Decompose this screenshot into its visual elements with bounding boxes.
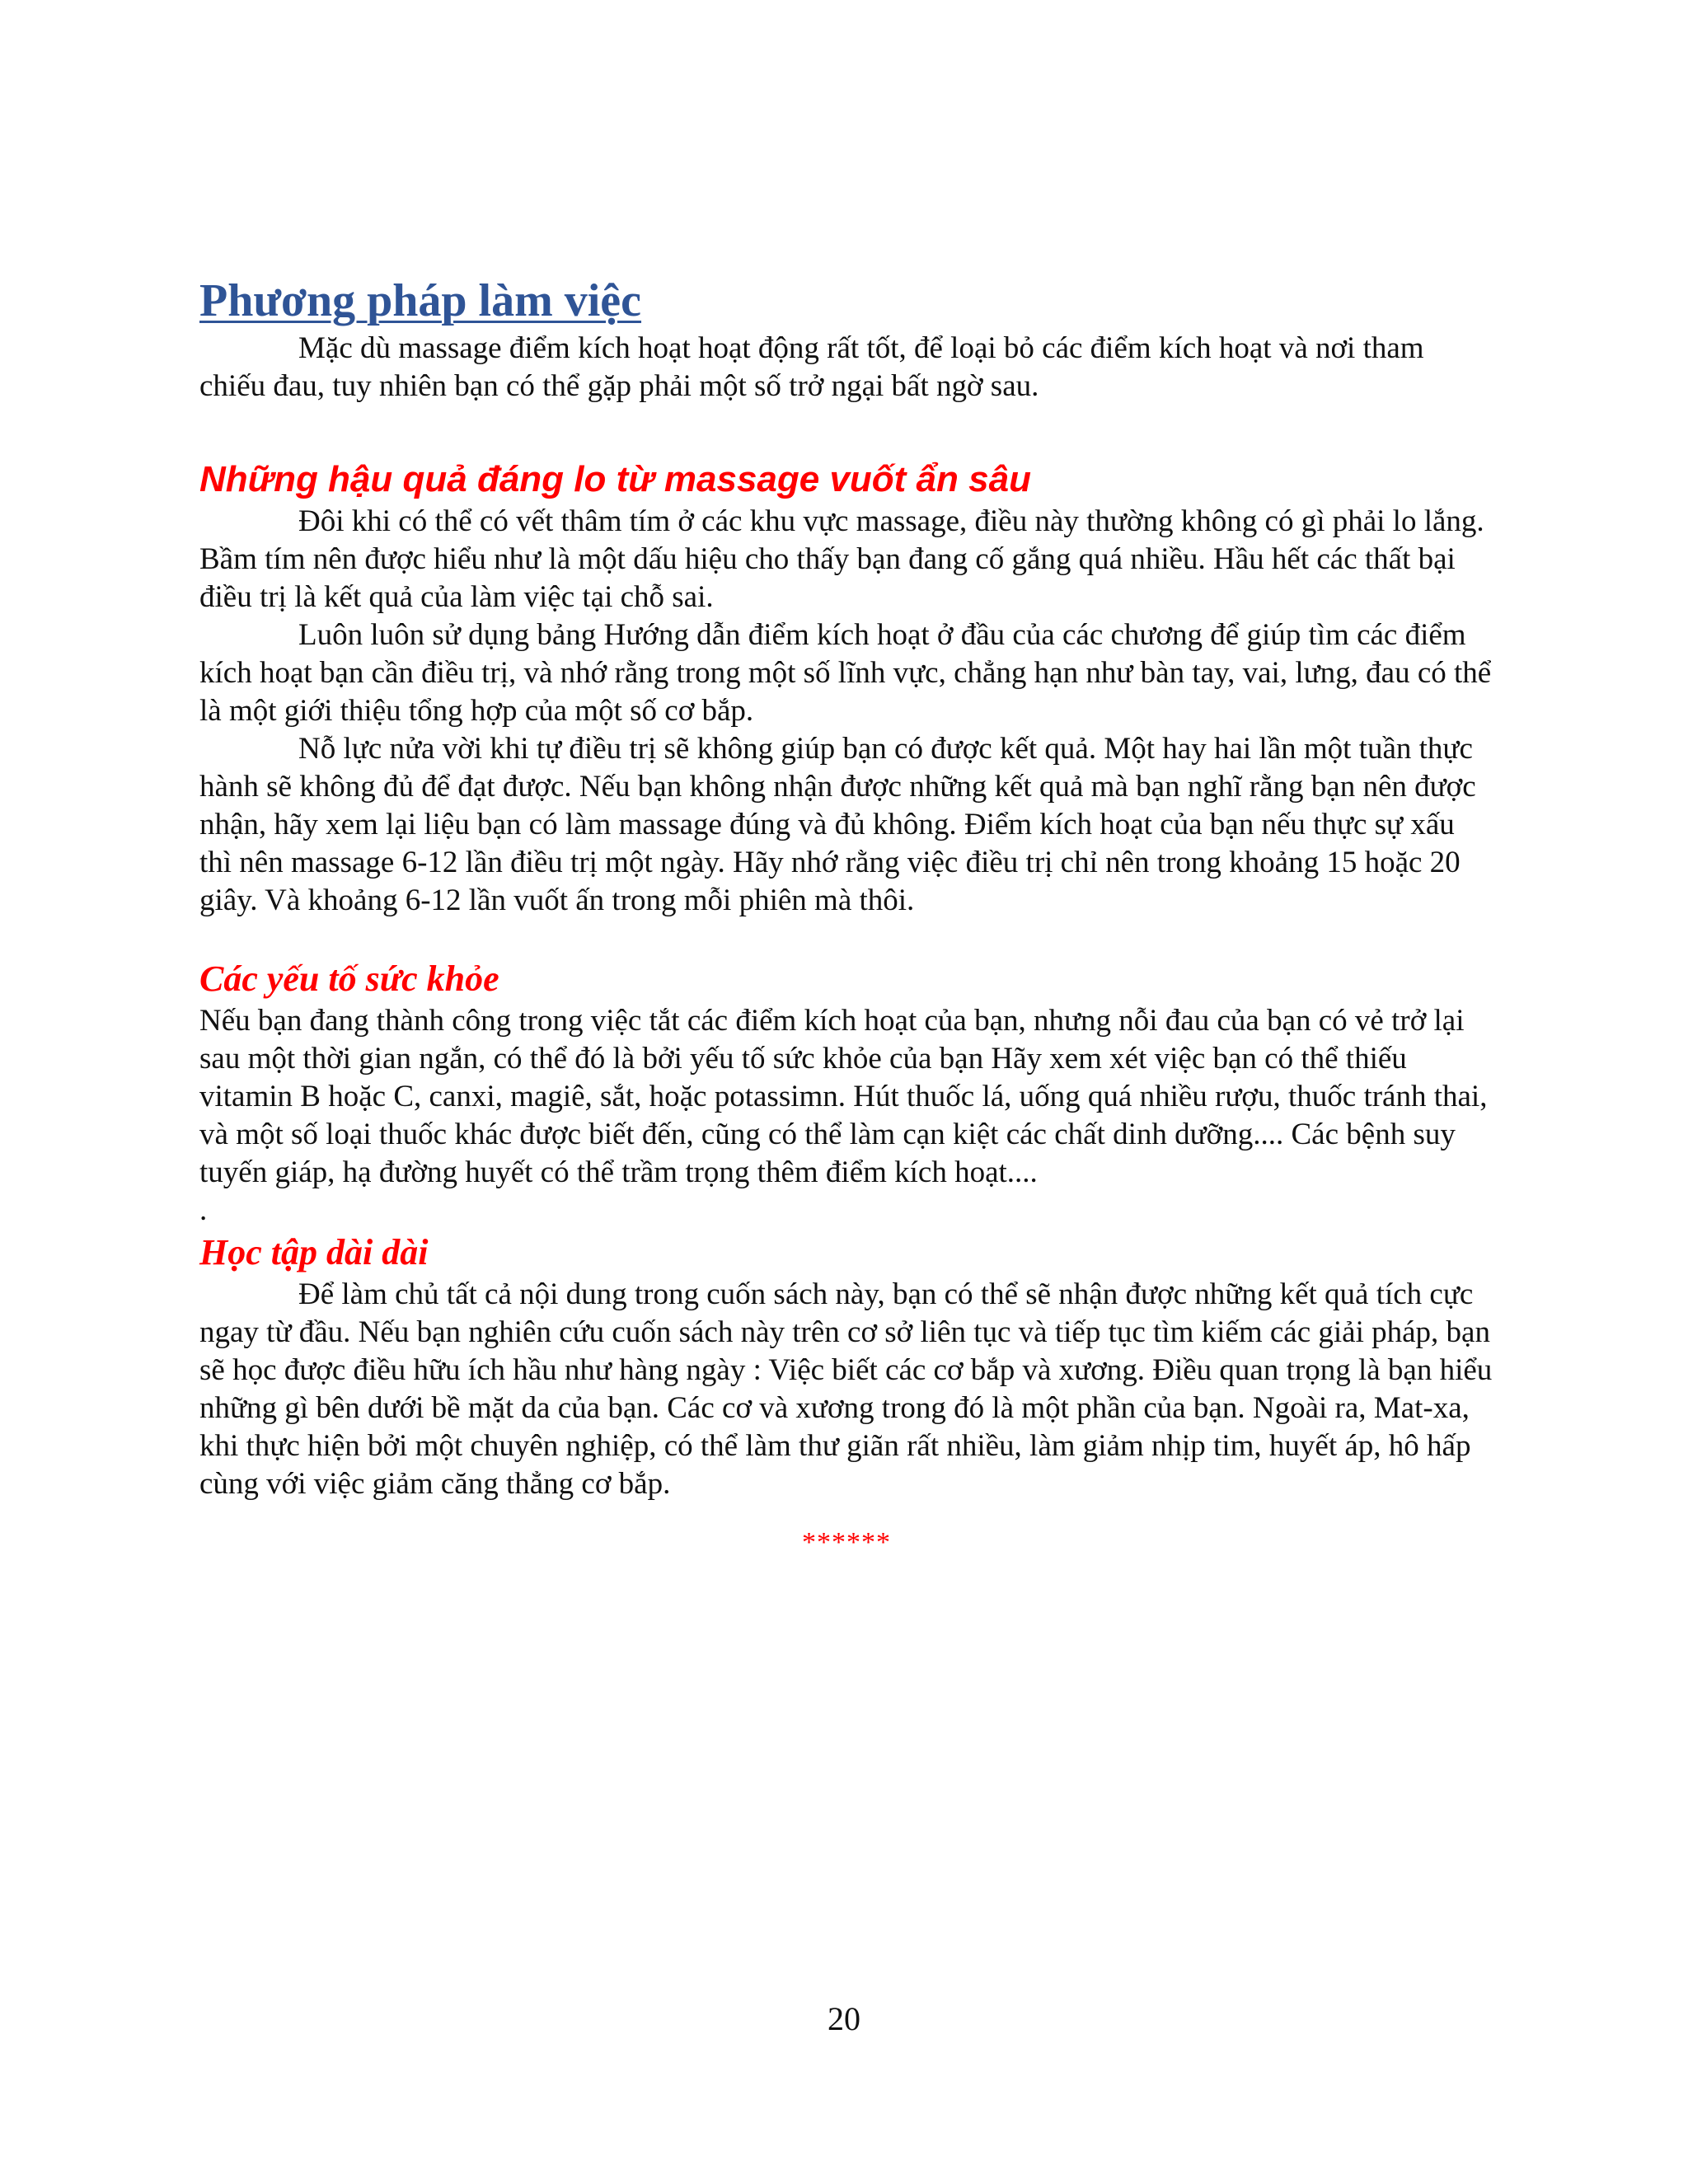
section-separator: ****** bbox=[802, 1527, 891, 1558]
paragraph: Luôn luôn sử dụng bảng Hướng dẫn điểm kích hoạt ở đầu của các chương để giúp tìm các điểm kích hoạt bạn cần điều trị, và nhớ rằng trong một số lĩnh vực, chẳng hạn như bàn tay, vai, lưng, đau có thể là một giới thiệu tổng hợp của một số cơ bắp. bbox=[199, 618, 1492, 728]
paragraph-stray-dot: . bbox=[199, 1193, 208, 1227]
section-heading-consequences: Những hậu quả đáng lo từ massage vuốt ẩn sâu bbox=[199, 459, 1031, 499]
page-title: Phương pháp làm việc bbox=[199, 275, 642, 326]
page-content bbox=[199, 272, 1493, 1559]
section-heading-learning: Học tập dài dài bbox=[199, 1232, 429, 1272]
intro-paragraph: Mặc dù massage điểm kích hoạt hoạt động rất tốt, để loại bỏ các điểm kích hoạt và nơi tham chiếu đau, tuy nhiên bạn có thể gặp phải một số trở ngại bất ngờ sau. bbox=[199, 331, 1424, 403]
paragraph: Để làm chủ tất cả nội dung trong cuốn sách này, bạn có thể sẽ nhận được những kết quả tích cực ngay từ đầu. Nếu bạn nghiên cứu cuốn sách này trên cơ sở liên tục và tiếp tục tìm kiếm các giải pháp, bạn sẽ học được điều hữu ích hầu như hàng ngày : Việc biết các cơ bắp và xương. Điều quan trọng là bạn hiểu những gì bên dưới bề mặt da của bạn. Các cơ và xương trong đó là một phần của bạn. Ngoài ra, Mat-xa, khi thực hiện bởi một chuyên nghiệp, có thể làm thư giãn rất nhiều, làm giảm nhịp tim, huyết áp, hô hấp cùng với việc giảm căng thẳng cơ bắp. bbox=[199, 1277, 1493, 1501]
spacer bbox=[199, 920, 1493, 956]
paragraph: Đôi khi có thể có vết thâm tím ở các khu vực massage, điều này thường không có gì phải lo lắng. Bầm tím nên được hiểu như là một dấu hiệu cho thấy bạn đang cố gắng quá nhiều. Hầu hết các thất bại điều trị là kết quả của làm việc tại chỗ sai. bbox=[199, 504, 1484, 614]
page-number: 20 bbox=[828, 2000, 860, 2037]
section-heading-health-factors: Các yếu tố sức khỏe bbox=[199, 958, 499, 999]
paragraph: Nếu bạn đang thành công trong việc tắt các điểm kích hoạt của bạn, nhưng nỗi đau của bạn có vẻ trở lại sau một thời gian ngắn, có thể đó là bởi yếu tố sức khỏe của bạn Hãy xem xét việc bạn có thể thiếu vitamin B hoặc C, canxi, magiê, sắt, hoặc potassimn. Hút thuốc lá, uống quá nhiều rượu, thuốc tránh thai, và một số loại thuốc khác được biết đến, cũng có thể làm cạn kiệt các chất dinh dưỡng.... Các bệnh suy tuyến giáp, hạ đường huyết có thể trầm trọng thêm điểm kích hoạt.... bbox=[199, 1004, 1488, 1189]
spacer bbox=[199, 405, 1493, 457]
paragraph: Nỗ lực nửa vời khi tự điều trị sẽ không giúp bạn có được kết quả. Một hay hai lần một tuần thực hành sẽ không đủ để đạt được. Nếu bạn không nhận được những kết quả mà bạn nghĩ rằng bạn nên được nhận, hãy xem lại liệu bạn có làm massage đúng và đủ không. Điểm kích hoạt của bạn nếu thực sự xấu thì nên massage 6-12 lần điều trị một ngày. Hãy nhớ rằng việc điều trị chỉ nên trong khoảng 15 hoặc 20 giây. Và khoảng 6-12 lần vuốt ấn trong mỗi phiên mà thôi. bbox=[199, 732, 1476, 917]
